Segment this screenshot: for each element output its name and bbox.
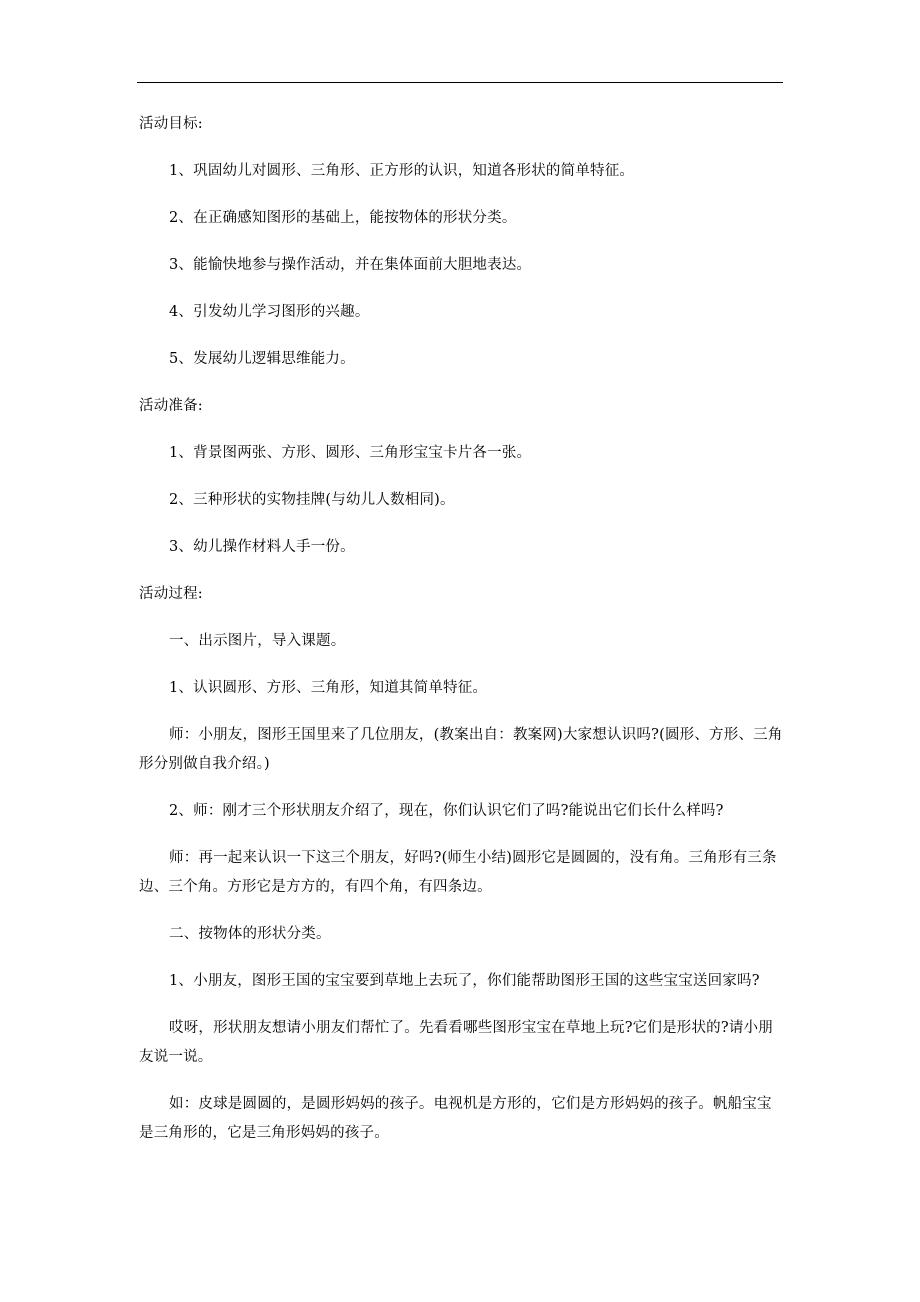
section-heading-prep: 活动准备: bbox=[139, 398, 203, 414]
process-paragraph: 师：小朋友，图形王国里来了几位朋友，(教案出自：教案网)大家想认识吗?(圆形、方形、三角形分别做自我介绍。) bbox=[139, 727, 783, 772]
process-paragraph: 一、出示图片，导入课题。 bbox=[169, 633, 346, 649]
header-rule bbox=[137, 82, 783, 83]
prep-item: 3、幼儿操作材料人手一份。 bbox=[169, 539, 355, 555]
goal-item: 3、能愉快地参与操作活动，并在集体面前大胆地表达。 bbox=[169, 257, 532, 273]
goal-item: 1、巩固幼儿对圆形、三角形、正方形的认识，知道各形状的简单特征。 bbox=[169, 163, 635, 179]
process-paragraph: 1、认识圆形、方形、三角形，知道其简单特征。 bbox=[169, 680, 488, 696]
prep-item: 2、三种形状的实物挂牌(与幼儿人数相同)。 bbox=[169, 492, 455, 508]
process-paragraph: 哎呀，形状朋友想请小朋友们帮忙了。先看看哪些图形宝宝在草地上玩?它们是形状的?请小朋友说一说。 bbox=[139, 1020, 773, 1065]
prep-item: 1、背景图两张、方形、圆形、三角形宝宝卡片各一张。 bbox=[169, 445, 532, 461]
process-paragraph: 师：再一起来认识一下这三个朋友，好吗?(师生小结)圆形它是圆圆的，没有角。三角形有三条边、三个角。方形它是方方的，有四个角，有四条边。 bbox=[139, 850, 777, 895]
process-paragraph: 1、小朋友，图形王国的宝宝要到草地上去玩了，你们能帮助图形王国的这些宝宝送回家吗? bbox=[169, 973, 760, 989]
section-heading-process: 活动过程: bbox=[139, 586, 203, 602]
process-paragraph: 二、按物体的形状分类。 bbox=[169, 926, 331, 942]
section-heading-goals: 活动目标: bbox=[139, 116, 203, 132]
goal-item: 4、引发幼儿学习图形的兴趣。 bbox=[169, 304, 370, 320]
goal-item: 2、在正确感知图形的基础上，能按物体的形状分类。 bbox=[169, 210, 517, 226]
process-paragraph: 如：皮球是圆圆的，是圆形妈妈的孩子。电视机是方形的，它们是方形妈妈的孩子。帆船宝宝是三角形的，它是三角形妈妈的孩子。 bbox=[139, 1096, 772, 1141]
goal-item: 5、发展幼儿逻辑思维能力。 bbox=[169, 351, 355, 367]
document-body bbox=[139, 110, 784, 1166]
process-paragraph: 2、师：刚才三个形状朋友介绍了，现在，你们认识它们了吗?能说出它们长什么样吗? bbox=[169, 803, 724, 819]
